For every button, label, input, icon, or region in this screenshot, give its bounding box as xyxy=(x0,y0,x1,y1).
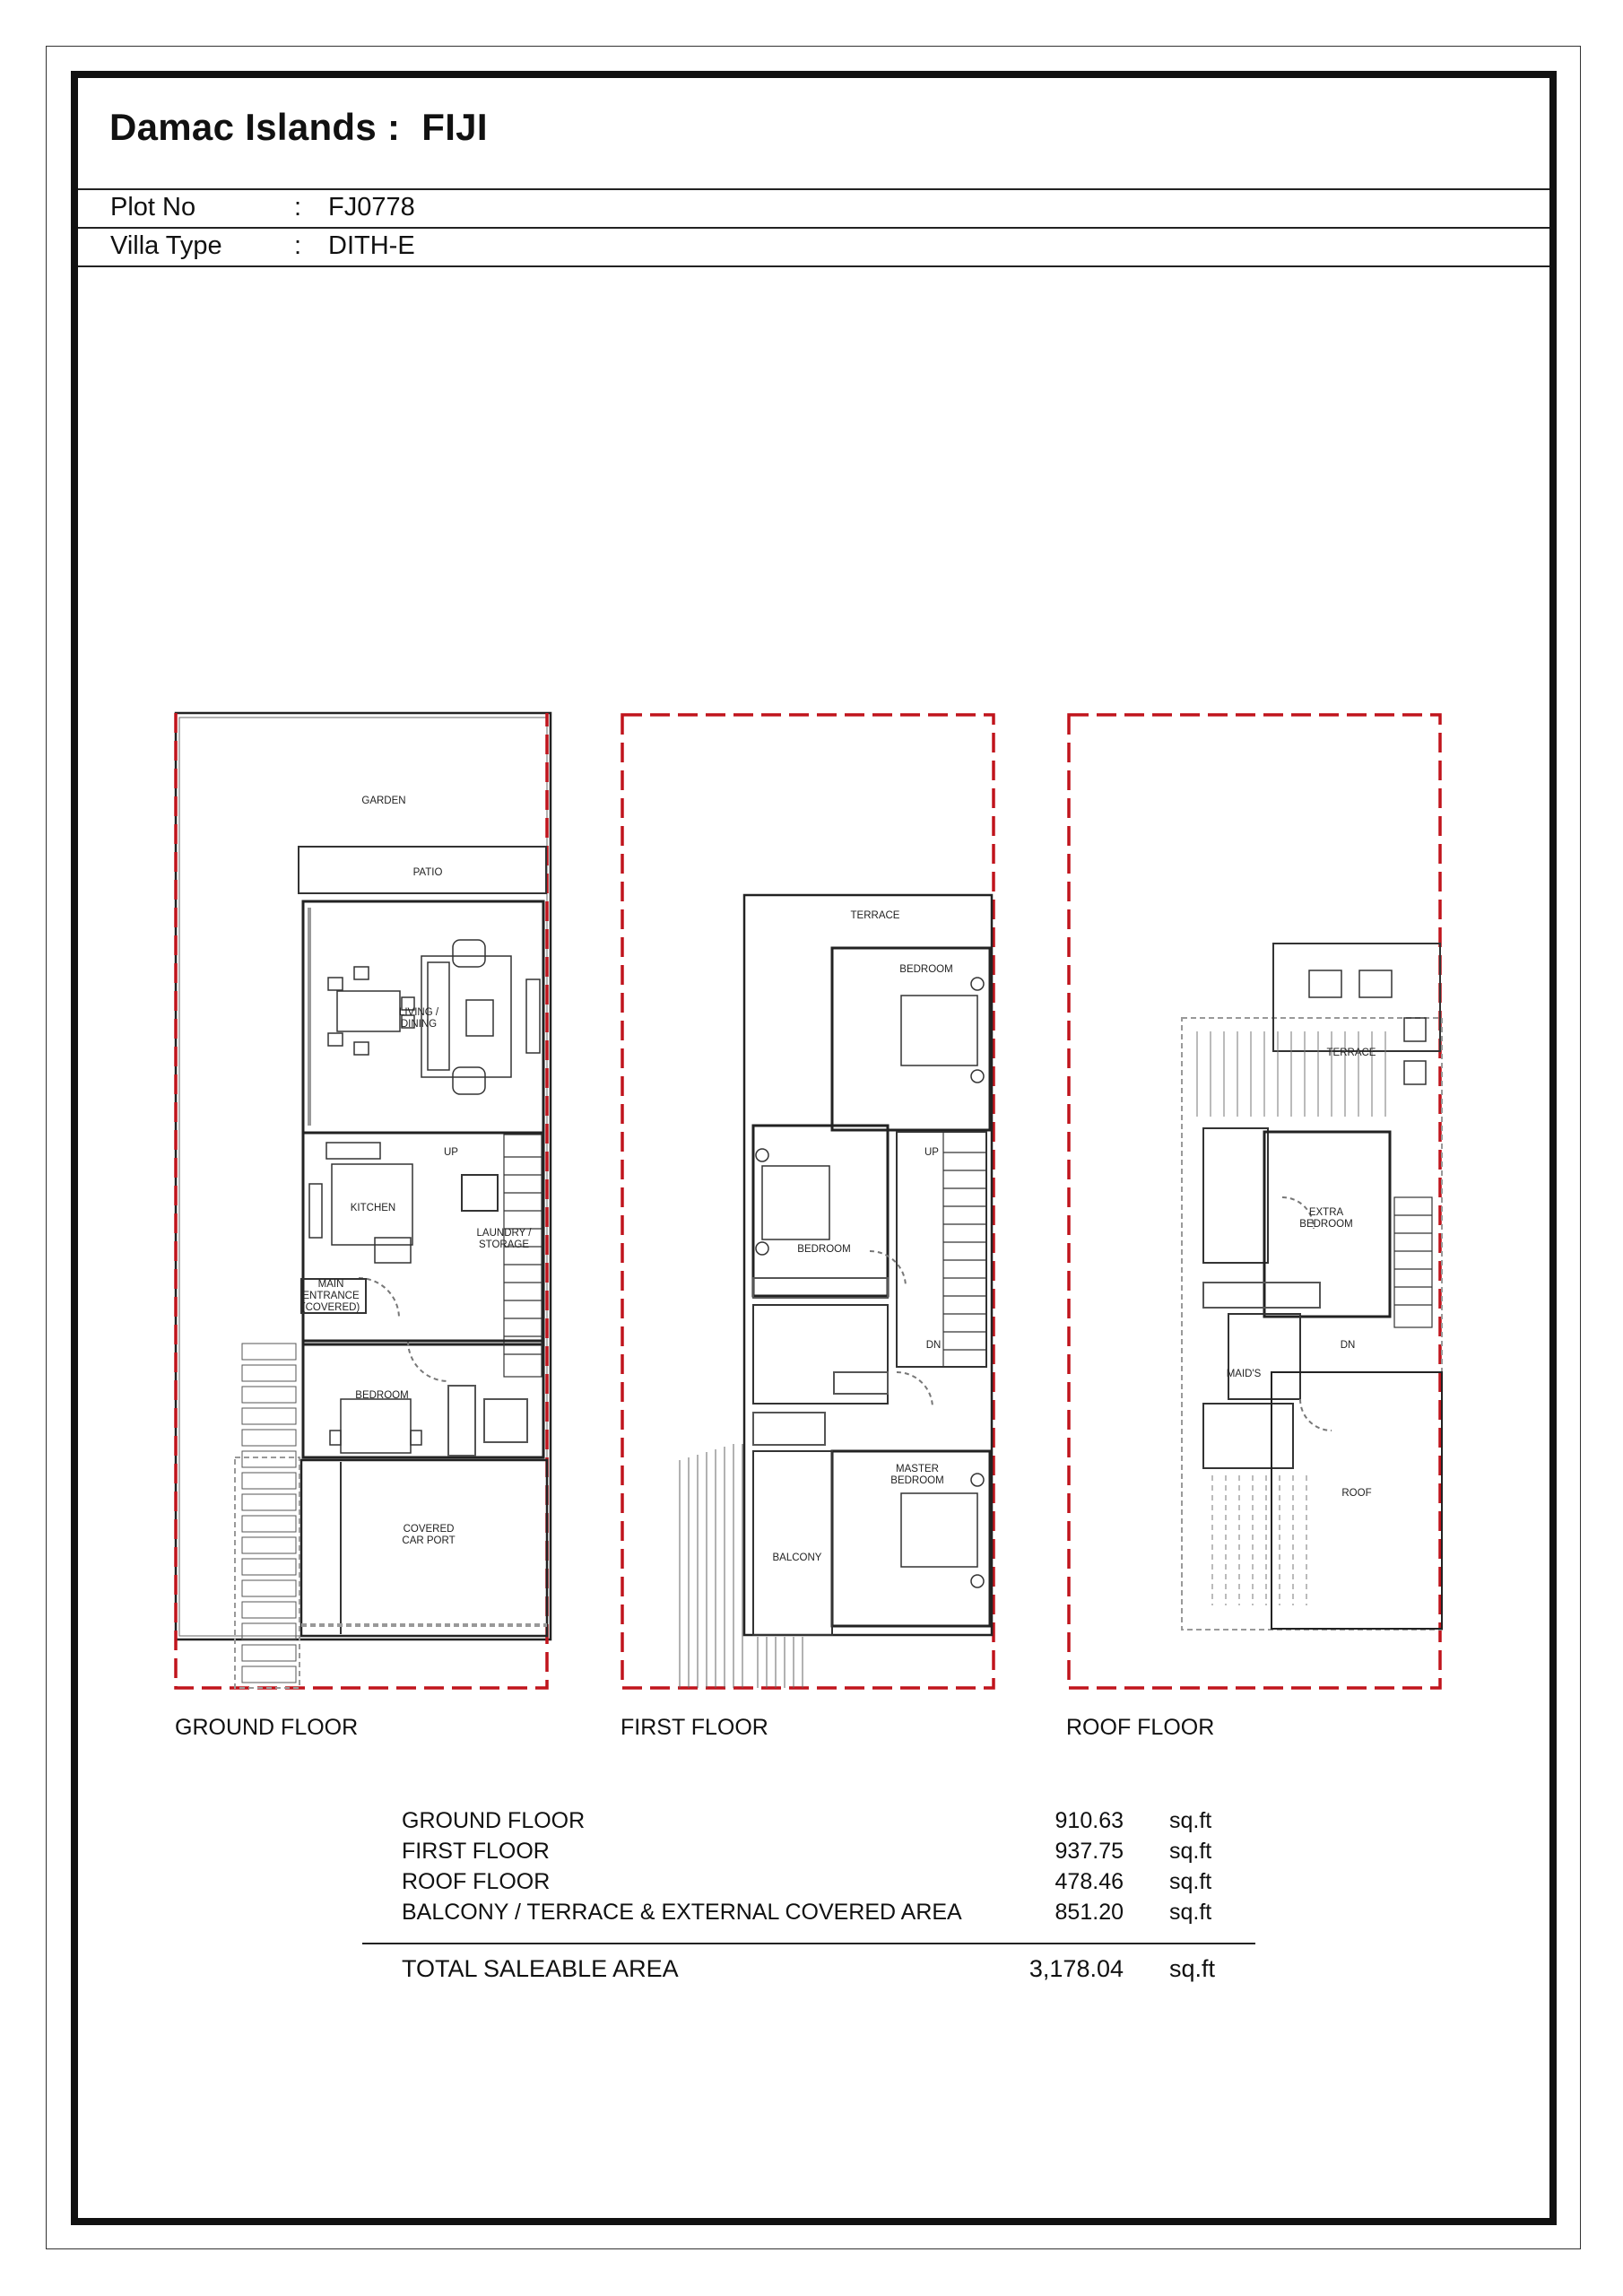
ground-door-swing xyxy=(408,1341,448,1381)
room-label: LAUNDRY / xyxy=(476,1228,532,1239)
ground-pathway-pavers xyxy=(242,1344,296,1683)
roof-plot-boundary xyxy=(1069,715,1440,1688)
area-row-label: ROOF FLOOR xyxy=(402,1869,551,1894)
room-label: CAR PORT xyxy=(402,1535,456,1546)
area-row xyxy=(402,1869,1218,1900)
total-divider xyxy=(362,1943,1255,1944)
stair-down-label: DN xyxy=(1340,1340,1356,1351)
roof-floor-plan xyxy=(1069,715,1442,1688)
area-row-unit: sq.ft xyxy=(1169,1869,1212,1894)
first-balcony xyxy=(753,1451,832,1635)
villa-type-value: DITH-E xyxy=(328,231,415,260)
room-label: MAIN xyxy=(317,1279,344,1290)
total-area-label: TOTAL SALEABLE AREA xyxy=(402,1955,679,1982)
roof-lounger-icon xyxy=(1309,970,1426,1084)
first-floor-plan xyxy=(622,715,994,1688)
sofa-set-icon xyxy=(421,940,540,1094)
plot-no-separator: : xyxy=(294,193,302,222)
ground-paving-dashed xyxy=(235,1457,299,1688)
area-row-value: 937.75 xyxy=(1055,1839,1124,1864)
room-label: KITCHEN xyxy=(350,1203,396,1213)
room-label: ROOF xyxy=(1341,1488,1372,1499)
area-row xyxy=(402,1808,1218,1839)
first-master-vanity xyxy=(753,1413,825,1445)
total-area-unit: sq.ft xyxy=(1169,1955,1216,1982)
covered-carport xyxy=(301,1460,547,1636)
first-floor-caption: FIRST FLOOR xyxy=(621,1715,768,1740)
room-label: PATIO xyxy=(412,867,443,878)
first-top-bed-icon xyxy=(901,978,984,1083)
villa-type-label: Villa Type xyxy=(110,231,222,260)
room-label: STORAGE xyxy=(478,1239,530,1250)
ground-wardrobe xyxy=(448,1386,475,1456)
first-bathrooms xyxy=(753,1305,888,1404)
roof-door-swing xyxy=(1300,1399,1332,1431)
total-area-value: 3,178.04 xyxy=(1028,1955,1124,1982)
room-label: LIVING / xyxy=(398,1007,439,1018)
area-row-value: 478.46 xyxy=(1055,1869,1124,1894)
stair-up-label: UP xyxy=(444,1147,458,1158)
room-label: EXTRA xyxy=(1308,1207,1344,1218)
roof-maids-bath xyxy=(1203,1404,1293,1468)
room-label: BALCONY xyxy=(772,1552,822,1563)
ground-bed-icon xyxy=(330,1399,421,1453)
roof-dashed-outline xyxy=(1182,1018,1442,1630)
room-label: MASTER xyxy=(896,1464,939,1474)
area-row-value: 910.63 xyxy=(1055,1808,1124,1833)
roof-terrace-parapet xyxy=(1273,944,1440,1051)
first-outer-wall xyxy=(744,895,992,1635)
roof-bathroom xyxy=(1203,1128,1268,1263)
area-row-label: BALCONY / TERRACE & EXTERNAL COVERED AREA xyxy=(402,1900,962,1925)
ground-floor-caption: GROUND FLOOR xyxy=(175,1715,359,1740)
room-label: BEDROOM xyxy=(797,1244,851,1255)
room-label: BEDROOM xyxy=(355,1390,409,1401)
total-area-row xyxy=(402,1955,1218,1986)
first-top-bedroom xyxy=(832,948,990,1130)
roof-lower-slats xyxy=(1212,1475,1306,1605)
first-mid-bedroom xyxy=(753,1126,888,1296)
plot-no-label: Plot No xyxy=(110,193,196,222)
room-label: COVERED xyxy=(403,1524,455,1535)
first-plot-boundary xyxy=(622,715,994,1688)
first-master-bed-icon xyxy=(901,1474,984,1587)
room-label: BEDROOM xyxy=(899,964,953,975)
first-deck-slats xyxy=(680,1444,803,1688)
villa-type-separator: : xyxy=(294,231,302,260)
roof-area xyxy=(1271,1372,1442,1629)
first-vanity xyxy=(834,1372,888,1394)
area-row-label: FIRST FLOOR xyxy=(402,1839,550,1864)
room-label: (COVERED) xyxy=(301,1302,360,1313)
first-stair-icon xyxy=(943,1132,986,1367)
room-label: TERRACE xyxy=(1326,1048,1376,1058)
ground-outer-wall xyxy=(176,713,551,1639)
ground-plot-boundary xyxy=(176,713,547,1688)
stair-up-label: UP xyxy=(924,1147,939,1158)
project-title: Damac Islands : FIJI xyxy=(109,106,488,148)
area-row-unit: sq.ft xyxy=(1169,1900,1212,1925)
room-label: MAID'S xyxy=(1226,1369,1262,1379)
room-label: ENTRANCE xyxy=(302,1291,360,1301)
roof-floor-caption: ROOF FLOOR xyxy=(1066,1715,1215,1740)
room-label: TERRACE xyxy=(850,910,900,921)
area-row xyxy=(402,1839,1218,1869)
area-row xyxy=(402,1900,1218,1930)
room-label: GARDEN xyxy=(361,796,406,806)
roof-maids-room xyxy=(1228,1314,1300,1399)
room-label: BEDROOM xyxy=(1299,1219,1353,1230)
area-row-label: GROUND FLOOR xyxy=(402,1808,586,1833)
plot-no-value: FJ0778 xyxy=(328,193,415,222)
ground-floor-plan xyxy=(176,713,551,1688)
area-row-unit: sq.ft xyxy=(1169,1839,1212,1864)
area-schedule xyxy=(402,1808,1218,1930)
roof-stair-icon xyxy=(1394,1197,1432,1327)
first-door-swing xyxy=(897,1372,933,1408)
room-label: DINING xyxy=(400,1019,438,1030)
roof-wardrobe xyxy=(1203,1283,1320,1308)
area-row-value: 851.20 xyxy=(1055,1900,1124,1925)
area-row-unit: sq.ft xyxy=(1169,1808,1212,1833)
stair-down-label: DN xyxy=(925,1340,942,1351)
first-mid-bed-icon xyxy=(756,1149,829,1255)
room-label: BEDROOM xyxy=(890,1475,944,1486)
laundry-unit-icon xyxy=(462,1175,498,1211)
ground-bathroom xyxy=(484,1399,527,1442)
roof-pergola-slats xyxy=(1197,1031,1385,1117)
